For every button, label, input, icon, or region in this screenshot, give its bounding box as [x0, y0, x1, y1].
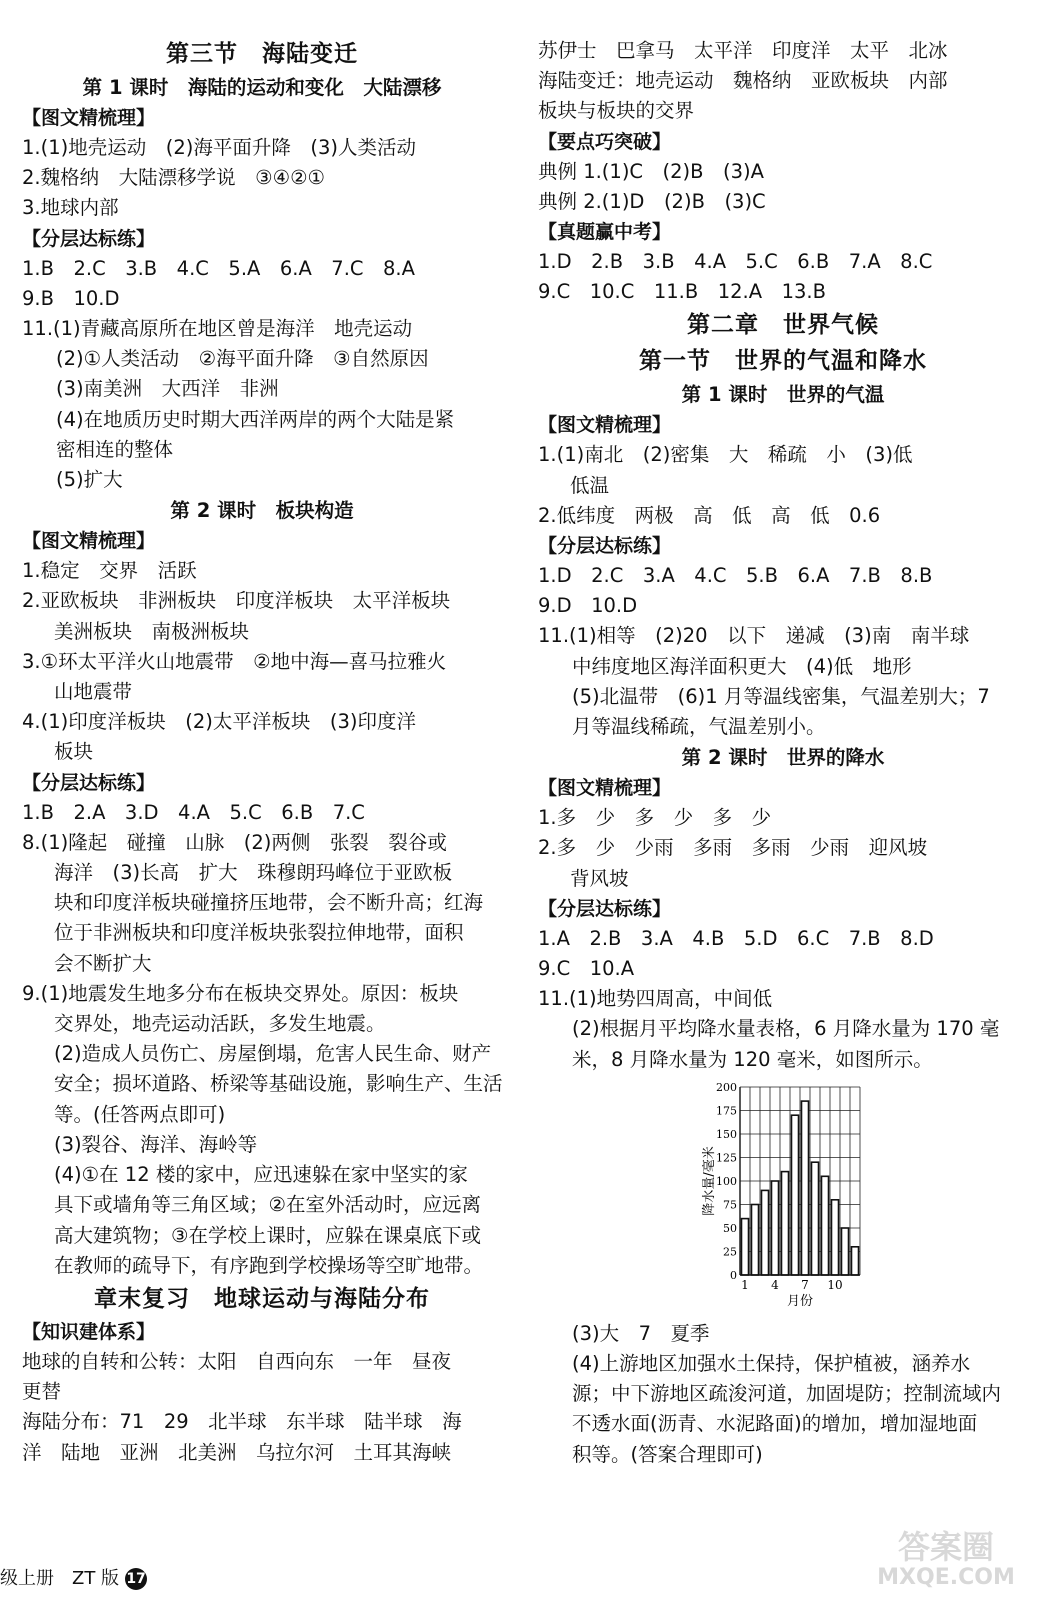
section-tag: 【图文精梳理】	[538, 414, 672, 437]
answer-line: 源；中下游地区疏浚河道，加固堤防；控制流域内	[572, 1382, 1002, 1406]
x-tick-label: 10	[827, 1277, 843, 1292]
answer-line: (3)大 7 夏季	[572, 1321, 710, 1345]
section-tag: 【分层达标练】	[538, 897, 672, 920]
section-title: 第二章 世界气候	[687, 312, 879, 339]
answer-line: 交界处，地壳运动活跃，多发生地震。	[54, 1012, 386, 1036]
section-title: 第一节 世界的气温和降水	[639, 348, 927, 375]
answer-line: 块和印度洋板块碰撞挤压地带，会不断升高；红海	[54, 891, 484, 915]
answer-line: 密相连的整体	[56, 437, 174, 461]
answer-line: (3)南美洲 大西洋 非洲	[56, 377, 279, 401]
answer-line: (3)裂谷、海洋、海岭等	[54, 1132, 258, 1156]
answer-line: 2.多 少 少雨 多雨 多雨 少雨 迎风坡	[538, 836, 928, 860]
y-axis-label: 降水量/毫米	[702, 1146, 717, 1216]
answer-line: 1.D 2.C 3.A 4.C 5.B 6.A 7.B 8.B	[538, 564, 933, 588]
bar	[842, 1228, 849, 1275]
watermark-logo	[861, 1524, 1031, 1590]
answer-line: 积等。(答案合理即可)	[572, 1442, 763, 1466]
section-tag: 【图文精梳理】	[538, 777, 672, 800]
answer-line: (4)上游地区加强水土保持，保护植被，涵养水	[572, 1352, 971, 1376]
answer-line: 板块	[54, 740, 94, 764]
answer-line: 典例 1.(1)C (2)B (3)A	[538, 159, 765, 183]
watermark-line1: 答案圈	[897, 1528, 995, 1566]
y-tick-label: 50	[723, 1221, 737, 1235]
answer-line: 9.D 10.D	[538, 594, 638, 618]
y-tick-label: 125	[716, 1151, 737, 1165]
lesson-title: 第 2 课时 板块构造	[170, 499, 354, 523]
answer-line: 1.多 少 多 少 多 少	[538, 806, 772, 830]
page-footer	[0, 1566, 147, 1592]
answer-line: 海洋 (3)长高 扩大 珠穆朗玛峰位于亚欧板	[54, 861, 453, 885]
bar	[852, 1247, 859, 1275]
answer-line: (4)在地质历史时期大西洋两岸的两个大陆是紧	[56, 407, 455, 431]
answer-line: 位于非洲板块和印度洋板块张裂拉伸地带，面积	[54, 921, 464, 945]
left-column	[22, 36, 502, 1468]
answer-line: 会不断扩大	[54, 951, 152, 975]
answer-line: 1.B 2.A 3.D 4.A 5.C 6.B 7.C	[22, 800, 365, 824]
bar	[762, 1190, 769, 1275]
answer-line: 1.稳定 交界 活跃	[22, 559, 197, 583]
x-tick-label: 7	[801, 1277, 809, 1292]
section-tag: 【图文精梳理】	[22, 107, 156, 129]
section-tag: 【分层达标练】	[538, 535, 672, 558]
answer-line: 苏伊士 巴拿马 太平洋 印度洋 太平 北冰	[538, 39, 948, 62]
answer-line: 9.C 10.A	[538, 957, 635, 981]
footer-text: 级上册 ZT 版	[0, 1568, 120, 1589]
answer-line: 2.低纬度 两极 高 低 高 低 0.6	[538, 503, 881, 527]
bar	[822, 1176, 829, 1275]
answer-line: 海陆分布：71 29 北半球 东半球 陆半球 海	[22, 1410, 462, 1434]
answer-line: 等。(任答两点即可)	[54, 1102, 226, 1126]
x-axis-label: 月份	[786, 1293, 814, 1309]
lesson-title: 第 2 课时 世界的降水	[681, 746, 885, 770]
answer-line: 11.(1)青藏高原所在地区曾是海洋 地壳运动	[22, 317, 413, 341]
answer-line: 安全；损坏道路、桥梁等基础设施，影响生产、生活	[54, 1072, 503, 1096]
answer-line: 具下或墙角等三角区域；②在室外活动时，应远离	[54, 1193, 481, 1217]
section-tag: 【要点巧突破】	[538, 130, 672, 153]
x-tick-label: 1	[741, 1277, 749, 1292]
answer-line: 2.亚欧板块 非洲板块 印度洋板块 太平洋板块	[22, 589, 451, 613]
answer-line: 米，8 月降水量为 120 毫米，如图所示。	[572, 1047, 933, 1071]
answer-line: 11.(1)地势四周高，中间低	[538, 987, 773, 1011]
section-tag: 【真题赢中考】	[538, 221, 672, 244]
bar	[772, 1181, 779, 1275]
answer-line: 美洲板块 南极洲板块	[54, 619, 250, 643]
page-number: 17	[125, 1568, 147, 1590]
answer-line: 9.B 10.D	[22, 286, 120, 310]
bar	[742, 1218, 749, 1274]
answer-line: 月等温线稀疏，气温差别小。	[572, 715, 826, 739]
answer-line: 高大建筑物；③在学校上课时，应躲在课桌底下或	[54, 1223, 481, 1247]
answer-line: (5)扩大	[56, 468, 123, 492]
answer-line: 低温	[570, 473, 610, 497]
answer-line: (4)①在 12 楼的家中，应迅速躲在家中坚实的家	[54, 1163, 468, 1187]
answer-line: 3.地球内部	[22, 196, 119, 220]
answer-line: 更替	[22, 1380, 62, 1404]
bar	[832, 1200, 839, 1275]
answer-line: 3.①环太平洋火山地震带 ②地中海—喜马拉雅火	[22, 649, 447, 673]
answer-line: (2)①人类活动 ②海平面升降 ③自然原因	[56, 347, 429, 371]
answer-line: 洋 陆地 亚洲 北美洲 乌拉尔河 土耳其海峡	[22, 1440, 452, 1464]
answer-line: 背风坡	[570, 866, 629, 890]
answer-line: 山地震带	[54, 680, 133, 704]
answer-line: (2)根据月平均降水量表格，6 月降水量为 170 毫	[572, 1017, 1000, 1041]
answer-line: 2.魏格纳 大陆漂移学说 ③④②①	[22, 166, 326, 190]
answer-line: 板块与板块的交界	[538, 99, 695, 123]
y-tick-label: 75	[723, 1198, 737, 1212]
answer-line: 1.(1)南北 (2)密集 大 稀疏 小 (3)低	[538, 443, 913, 467]
answer-line: 9.(1)地震发生地多分布在板块交界处。原因：板块	[22, 981, 459, 1005]
answer-line: 11.(1)相等 (2)20 以下 递减 (3)南 南半球	[538, 624, 970, 648]
answer-line: 不透水面(沥青、水泥路面)的增加，增加湿地面	[572, 1412, 978, 1436]
answer-line: 在教师的疏导下，有序跑到学校操场等空旷地带。	[54, 1253, 484, 1277]
section-tag: 【知识建体系】	[22, 1320, 156, 1343]
section-tag: 【图文精梳理】	[22, 530, 156, 553]
y-tick-label: 0	[730, 1268, 737, 1282]
precipitation-bar-chart	[698, 1079, 868, 1311]
answer-line: 地球的自转和公转：太阳 自西向东 一年 昼夜	[22, 1349, 452, 1373]
section-title: 章末复习 地球运动与海陆分布	[94, 1285, 430, 1312]
section-title: 第三节 海陆变迁	[166, 41, 358, 67]
answer-line: 4.(1)印度洋板块 (2)太平洋板块 (3)印度洋	[22, 710, 416, 734]
lesson-title: 第 1 课时 世界的气温	[681, 383, 885, 407]
y-tick-label: 150	[716, 1127, 737, 1141]
bar	[782, 1171, 789, 1274]
y-tick-label: 175	[716, 1104, 737, 1118]
answer-line: 海陆变迁：地壳运动 魏格纳 亚欧板块 内部	[538, 69, 948, 93]
x-tick-label: 4	[771, 1277, 779, 1292]
answer-line: (5)北温带 (6)1 月等温线密集，气温差别大；7	[572, 684, 990, 708]
watermark-line2: MXQE.COM	[877, 1565, 1015, 1590]
answer-line: 8.(1)隆起 碰撞 山脉 (2)两侧 张裂 裂谷或	[22, 830, 447, 854]
bar	[802, 1101, 809, 1275]
bar	[752, 1204, 759, 1275]
right-column	[538, 36, 1028, 1470]
section-tag: 【分层达标练】	[22, 771, 156, 794]
bar	[812, 1162, 819, 1275]
answer-line: 1.B 2.C 3.B 4.C 5.A 6.A 7.C 8.A	[22, 256, 415, 280]
lesson-title: 第 1 课时 海陆的运动和变化 大陆漂移	[82, 76, 442, 99]
bar	[792, 1115, 799, 1275]
answer-line: 典例 2.(1)D (2)B (3)C	[538, 189, 766, 213]
answer-line: 1.D 2.B 3.B 4.A 5.C 6.B 7.A 8.C	[538, 250, 933, 274]
y-tick-label: 100	[716, 1174, 737, 1188]
answer-line: 9.C 10.C 11.B 12.A 13.B	[538, 280, 826, 304]
y-tick-label: 25	[723, 1245, 737, 1259]
answer-line: (2)造成人员伤亡、房屋倒塌，危害人民生命、财产	[54, 1042, 492, 1066]
answer-line: 1.A 2.B 3.A 4.B 5.D 6.C 7.B 8.D	[538, 926, 934, 950]
section-tag: 【分层达标练】	[22, 227, 156, 250]
answer-line: 1.(1)地壳运动 (2)海平面升降 (3)人类活动	[22, 136, 416, 159]
precipitation-chart-container	[538, 1075, 1028, 1319]
answer-line: 中纬度地区海洋面积更大 (4)低 地形	[572, 654, 912, 678]
y-tick-label: 200	[716, 1080, 737, 1094]
